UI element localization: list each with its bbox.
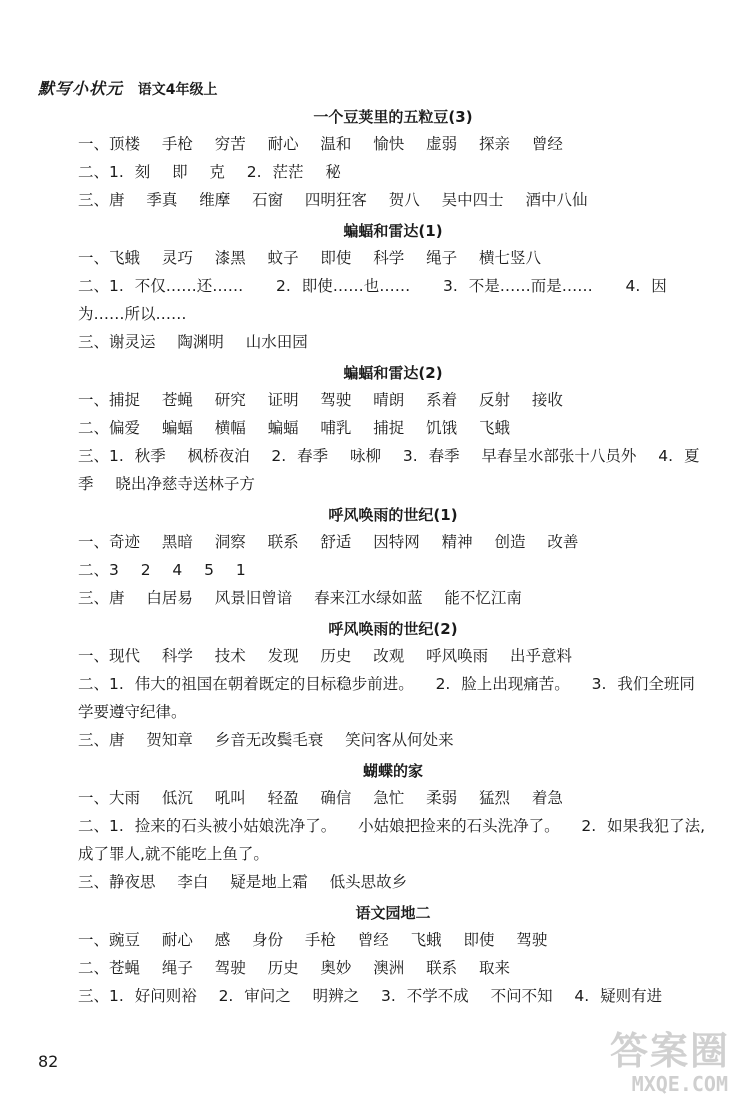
answer-line: 三、1. 好问则裕 2. 审问之 明辨之 3. 不学不成 不问不知 4. 疑则有进 bbox=[78, 987, 663, 1005]
answer-line: 三、1. 秋季 枫桥夜泊 2. 春季 咏柳 3. 春季 早春呈水部张十八员外 4. 夏季 晓出净慈寺送林子方 bbox=[78, 447, 700, 493]
answer-line: 一、现代 科学 技术 发现 历史 改观 呼风唤雨 出乎意料 bbox=[78, 647, 572, 665]
section-title: 语文园地二 bbox=[355, 904, 431, 922]
watermark-logo bbox=[582, 1020, 732, 1098]
book-header bbox=[38, 76, 218, 99]
answer-line: 一、豌豆 耐心 感 身份 手枪 曾经 飞蛾 即使 驾驶 bbox=[78, 931, 548, 949]
section-title: 呼风唤雨的世纪(1) bbox=[328, 506, 458, 524]
book-brand: 默写小状元 bbox=[38, 79, 124, 98]
section-title: 蝙蝠和雷达(2) bbox=[343, 364, 443, 382]
answer-line: 二、3 2 4 5 1 bbox=[78, 561, 246, 579]
answer-line: 三、唐 白居易 风景旧曾谙 春来江水绿如蓝 能不忆江南 bbox=[78, 589, 522, 607]
page-number: 82 bbox=[38, 1052, 59, 1071]
answer-line: 二、1. 不仅……还…… 2. 即使……也…… 3. 不是……而是…… 4. 因为……所以…… bbox=[78, 277, 667, 323]
answer-line: 一、捕捉 苍蝇 研究 证明 驾驶 晴朗 系着 反射 接收 bbox=[78, 391, 563, 409]
answer-line: 三、唐 季真 维摩 石窗 四明狂客 贺八 吴中四士 酒中八仙 bbox=[78, 191, 588, 209]
answer-line: 一、飞蛾 灵巧 漆黑 蚊子 即使 科学 绳子 横七竖八 bbox=[78, 249, 541, 267]
section-title: 一个豆荚里的五粒豆(3) bbox=[313, 108, 473, 126]
answer-content bbox=[78, 100, 708, 1010]
section-title: 呼风唤雨的世纪(2) bbox=[328, 620, 458, 638]
book-subtitle: 语文4年级上 bbox=[137, 82, 218, 98]
section-title: 蝙蝠和雷达(1) bbox=[343, 222, 443, 240]
answer-line: 一、奇迹 黑暗 洞察 联系 舒适 因特网 精神 创造 改善 bbox=[78, 533, 579, 551]
answer-line: 三、静夜思 李白 疑是地上霜 低头思故乡 bbox=[78, 873, 408, 891]
answer-line: 二、苍蝇 绳子 驾驶 历史 奥妙 澳洲 联系 取来 bbox=[78, 959, 510, 977]
answer-line: 三、谢灵运 陶渊明 山水田园 bbox=[78, 333, 308, 351]
answer-line: 二、1. 伟大的祖国在朝着既定的目标稳步前进。 2. 脸上出现痛苦。 3. 我们全班同学要遵守纪律。 bbox=[78, 675, 695, 721]
answer-line: 三、唐 贺知章 乡音无改鬓毛衰 笑问客从何处来 bbox=[78, 731, 454, 749]
answer-line: 一、大雨 低沉 吼叫 轻盈 确信 急忙 柔弱 猛烈 着急 bbox=[78, 789, 563, 807]
watermark-url: MXQE.COM bbox=[631, 1072, 728, 1096]
answer-line: 二、1. 刻 即 克 2. 茫茫 秘 bbox=[78, 163, 341, 181]
section-title: 蝴蝶的家 bbox=[362, 762, 423, 780]
watermark-text: 答案圈 bbox=[609, 1029, 730, 1073]
answer-line: 一、顶楼 手枪 穷苦 耐心 温和 愉快 虚弱 探亲 曾经 bbox=[78, 135, 563, 153]
answer-line: 二、偏爱 蝙蝠 横幅 蝙蝠 哺乳 捕捉 饥饿 飞蛾 bbox=[78, 419, 510, 437]
answer-line: 二、1. 捡来的石头被小姑娘洗净了。 小姑娘把捡来的石头洗净了。 2. 如果我犯了法,成了罪人,就不能吃上鱼了。 bbox=[78, 817, 706, 863]
